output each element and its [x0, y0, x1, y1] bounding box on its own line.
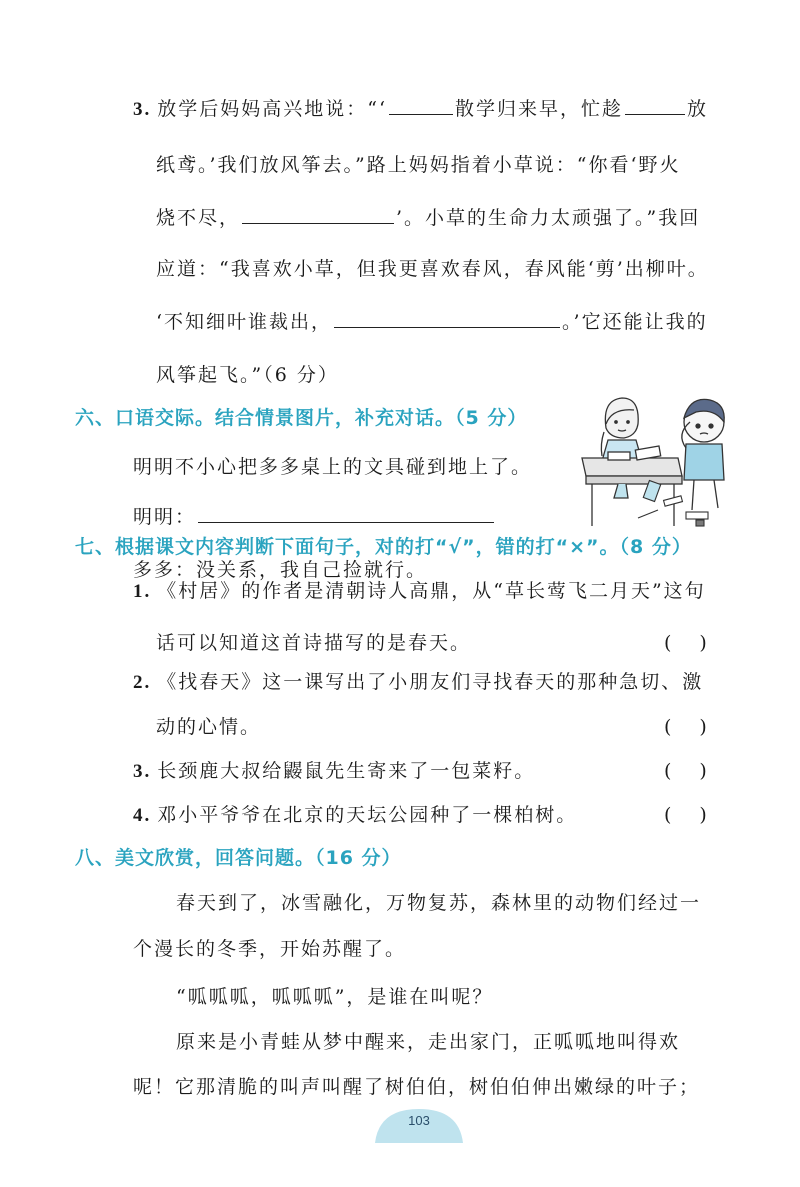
boy-figure	[682, 399, 724, 510]
s7-item-1-line-1: 1. 《村居》的作者是清朝诗人高鼎，从“草长莺飞二月天”这句	[133, 580, 706, 602]
page-number: 103	[408, 1113, 430, 1128]
s7-item-4: 4. 邓小平爷爷在北京的天坛公园种了一棵柏树。	[133, 804, 578, 826]
fill-blank-1[interactable]	[389, 94, 453, 115]
passage-p2: “呱呱呱，呱呱呱”，是谁在叫呢？	[176, 986, 494, 1008]
fill-blank-4[interactable]	[334, 307, 560, 328]
section-7-heading: 七、根据课文内容判断下面句子，对的打“√”，错的打“×”。（8 分）	[75, 536, 692, 558]
passage-p3-line-2: 呢！它那清脆的叫声叫醒了树伯伯，树伯伯伸出嫩绿的叶子；	[133, 1076, 701, 1098]
scene-illustration	[578, 378, 738, 528]
passage-p1-line-1: 春天到了，冰雪融化，万物复苏，森林里的动物们经过一	[176, 892, 702, 914]
passage-p1-line-2: 个漫长的冬季，开始苏醒了。	[133, 938, 407, 960]
section-8-heading: 八、美文欣赏，回答问题。（16 分）	[75, 847, 402, 869]
answer-paren-1[interactable]: ()	[664, 632, 735, 654]
q3-line-2: 纸鸢。’我们放风筝去。”路上妈妈指着小草说：“你看‘野火	[156, 154, 681, 176]
answer-paren-4[interactable]: ()	[664, 804, 735, 826]
section-6-mingming-line: 明明：	[133, 502, 496, 532]
question-number: 3.	[133, 99, 152, 120]
section-6-scenario: 明明不小心把多多桌上的文具碰到地上了。	[133, 456, 533, 478]
s7-item-1-line-2: 话可以知道这首诗描写的是春天。	[156, 632, 472, 654]
dialogue-answer-blank[interactable]	[198, 502, 494, 523]
q3-line-4: 应道：“我喜欢小草，但我更喜欢春风，春风能‘剪’出柳叶。	[156, 258, 709, 280]
s7-item-2-line-1: 2. 《找春天》这一课写出了小朋友们寻找春天的那种急切、激	[133, 671, 704, 693]
fill-blank-3[interactable]	[242, 203, 394, 224]
q3-line-5: ‘不知细叶谁裁出， 。’它还能让我的	[156, 307, 708, 337]
s7-item-2-line-2: 动的心情。	[156, 716, 262, 738]
q3-line-6: 风筝起飞。”（6 分）	[156, 364, 339, 386]
fill-blank-2[interactable]	[625, 94, 685, 115]
section-6-heading: 六、口语交际。结合情景图片，补充对话。（5 分）	[75, 407, 528, 429]
page-number-tab	[369, 1103, 469, 1143]
q3-line-1: 3. 放学后妈妈高兴地说：“‘ 散学归来早，忙趁 放	[133, 94, 708, 125]
section-6-duoduo-line: 多多：没关系，我自己捡就行。	[133, 559, 428, 581]
q3-line-3: 烧不尽， ’。小草的生命力太顽强了。”我回	[156, 203, 700, 233]
answer-paren-3[interactable]: ()	[664, 760, 735, 782]
passage-p3-line-1: 原来是小青蛙从梦中醒来，走出家门，正呱呱地叫得欢	[176, 1031, 681, 1053]
fallen-stationery	[638, 480, 708, 526]
s7-item-3: 3. 长颈鹿大叔给鼹鼠先生寄来了一包菜籽。	[133, 760, 536, 782]
answer-paren-2[interactable]: ()	[664, 716, 735, 738]
desk	[582, 446, 682, 526]
